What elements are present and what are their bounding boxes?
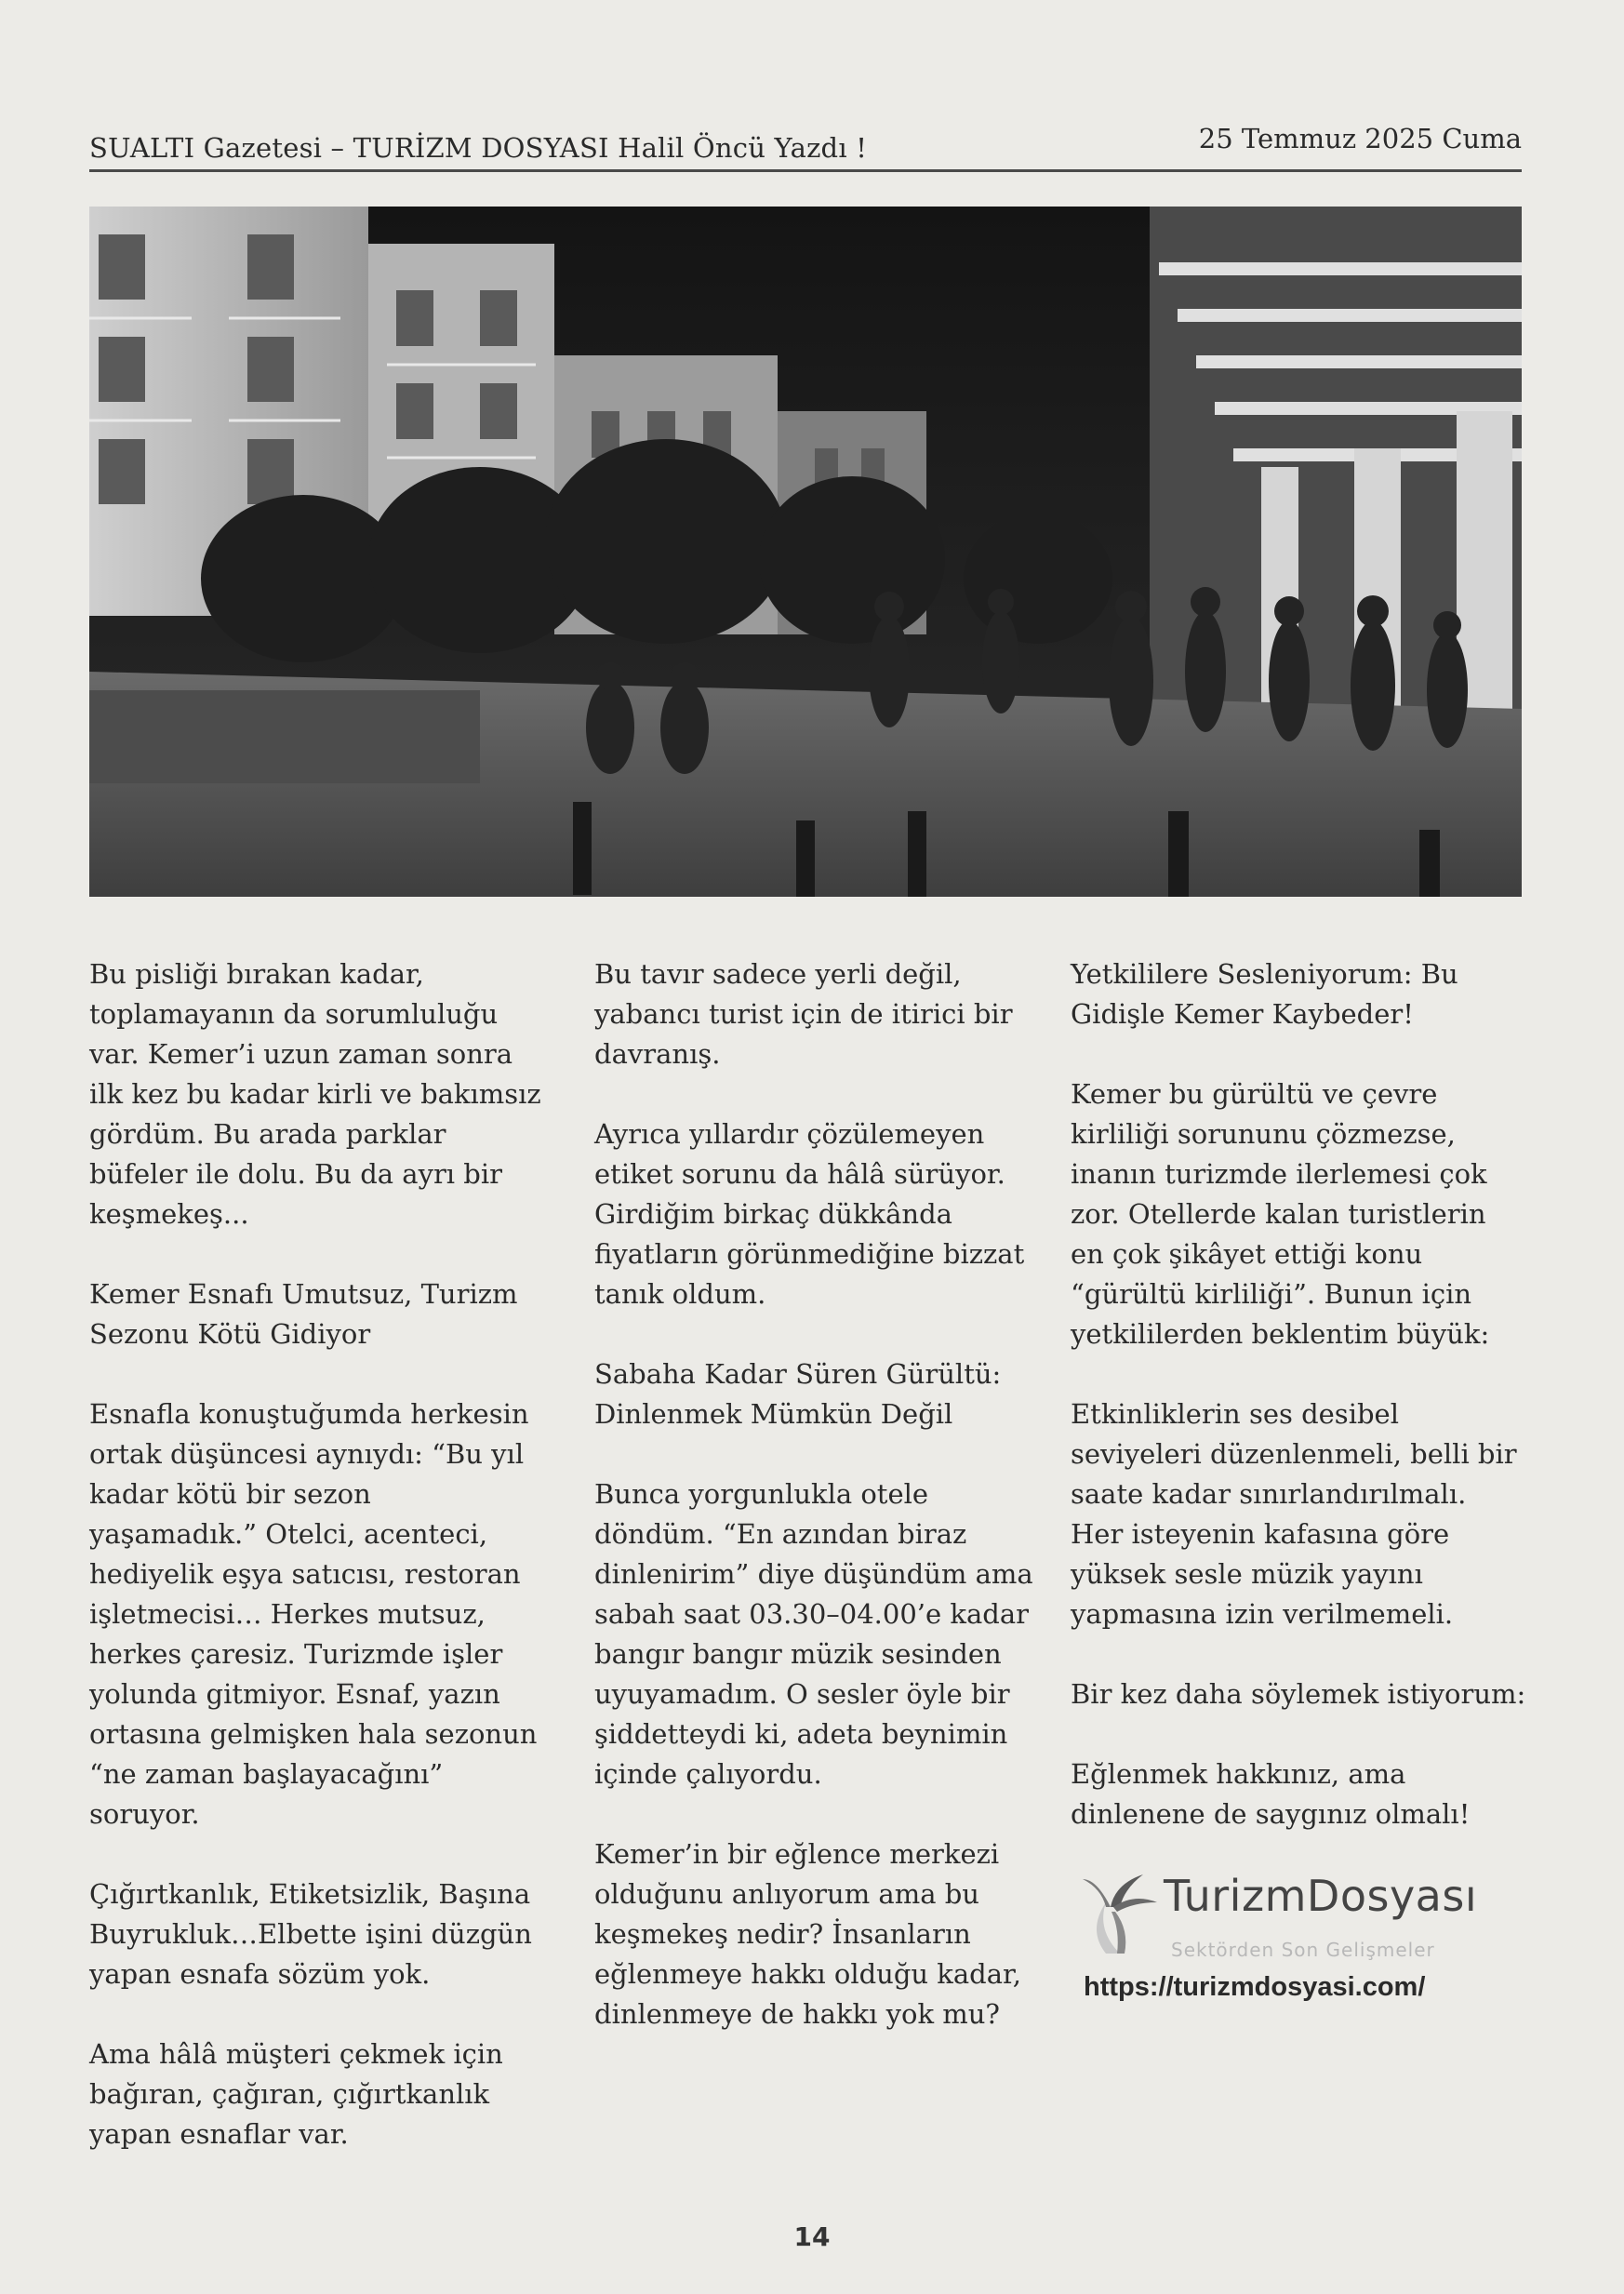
publication-date: 25 Temmuz 2025 Cuma (1198, 123, 1522, 154)
paragraph: Esnafla konuştuğumda herkesin ortak düşüncesi aynıydı: “Bu yıl kadar kötü bir sezon yaşamadık.” Otelci, acenteci, hediyelik eşya satıcısı, restoran işletmecisi… Herkes mutsuz, herkes çaresiz. Turizmde işler yolunda gitmiyor. Esnaf, yazın ortasına gelmişken hala sezonun “ne zaman başlayacağını” soruyor. (89, 1398, 538, 1830)
turizm-dosyasi-logo (1071, 1865, 1480, 1967)
paragraph: Ayrıca yıllardır çözülemeyen etiket sorunu da hâlâ sürüyor. Girdiğim birkaç dükkânda fiyatların görünmediğine bizzat tanık oldum. (594, 1118, 1025, 1310)
logo-name: TurizmDosyası (1164, 1871, 1478, 1921)
paragraph: Eğlenmek hakkınız, ama dinlenene de saygınız olmalı! (1071, 1758, 1471, 1830)
publication-title: SUALTI Gazetesi – TURİZM DOSYASI Halil Öncü Yazdı ! (89, 132, 868, 164)
paragraph: Ama hâlâ müşteri çekmek için bağıran, çağıran, çığırtkanlık yapan esnaflar var. (89, 2038, 503, 2150)
page-number: 14 (793, 2221, 831, 2252)
subheading: Kemer Esnafı Umutsuz, Turizm Sezonu Kötü Gidiyor (89, 1278, 518, 1350)
logo-tagline: Sektörden Son Gelişmeler (1171, 1939, 1435, 1961)
subheading: Sabaha Kadar Süren Gürültü: Dinlenmek Mümkün Değil (594, 1358, 1002, 1430)
subheading: Yetkililere Sesleniyorum: Bu Gidişle Kemer Kaybeder! (1071, 958, 1458, 1030)
paragraph: Kemer bu gürültü ve çevre kirliliği sorununu çözmezse, inanın turizmde ilerlemesi çok zor. Otellerde kalan turistlerin en çok şikâyet ettiği konu “gürültü kirliliği”. Bunun için yetkililerden beklentim büyük: (1071, 1078, 1490, 1350)
subheading: Çığırtkanlık, Etiketsizlik, Başına Buyrukluk…Elbette işini düzgün yapan esnafa sözüm yok. (89, 1878, 532, 1990)
article-column-2 (594, 954, 1050, 2074)
paragraph: Bu pisliği bırakan kadar, toplamayanın da sorumluluğu var. Kemer’i uzun zaman sonra ilk kez bu kadar kirli ve bakımsız gördüm. Bu arada parklar büfeler ile dolu. Bu da ayrı bir keşmekeş... (89, 958, 541, 1230)
paragraph: Bir kez daha söylemek istiyorum: (1071, 1678, 1526, 1710)
paragraph: Etkinliklerin ses desibel seviyeleri düzenlenmeli, belli bir saate kadar sınırlandırılmalı. Her isteyenin kafasına göre yüksek sesle müzik yayını yapmasına izin verilmemeli. (1071, 1398, 1517, 1630)
paragraph: Kemer’in bir eğlence merkezi olduğunu anlıyorum ama bu keşmekeş nedir? İnsanların eğlenmeye hakkı olduğu kadar, dinlenmeye de hakkı yok mu? (594, 1838, 1021, 2030)
article-column-3 (1071, 954, 1526, 2007)
page-header (89, 121, 1522, 172)
paragraph: Bunca yorgunlukla otele döndüm. “En azından biraz dinlenirim” diye düşündüm ama sabah saat 03.30–04.00’e kadar bangır bangır müzik sesinden uyuyamadım. O sesler öyle bir şiddetteydi ki, adeta beynimin içinde çalıyordu. (594, 1478, 1033, 1790)
website-url[interactable]: https://turizmdosyasi.com/ (1084, 1972, 1426, 2002)
street-night-photo (89, 207, 1522, 897)
article-column-1 (89, 954, 545, 2194)
paragraph: Bu tavır sadece yerli değil, yabancı turist için de itirici bir davranış. (594, 958, 1013, 1070)
palm-tree-logo-icon (1078, 1865, 1162, 1958)
